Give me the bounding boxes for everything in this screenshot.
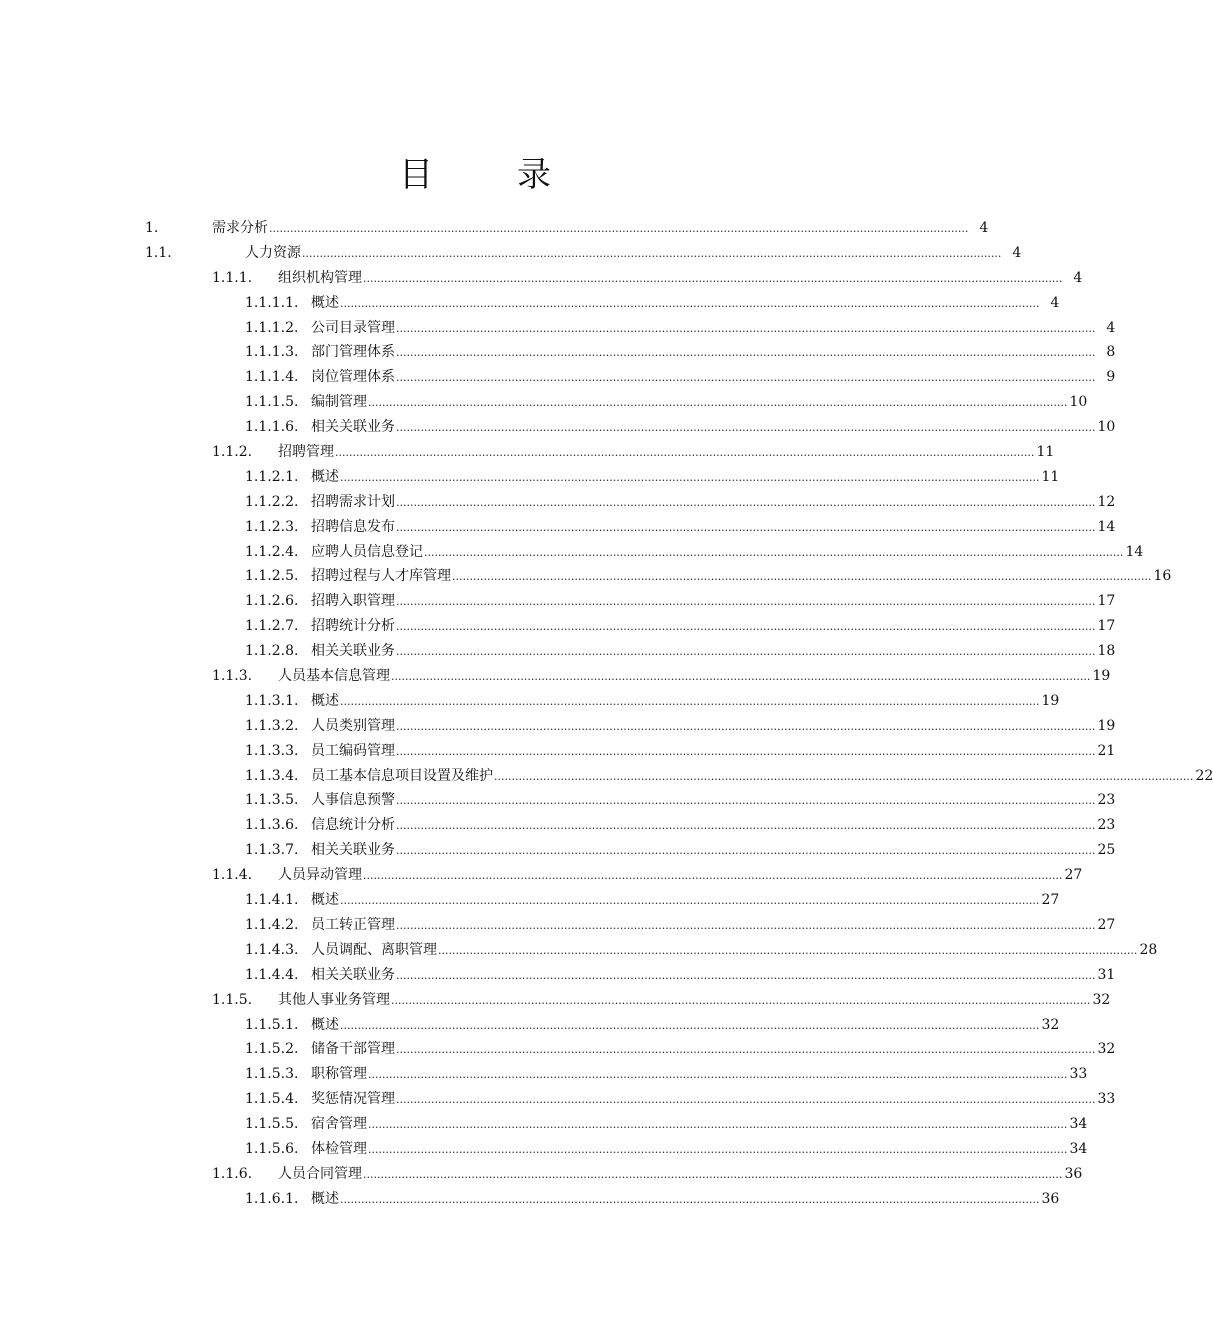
- toc-entry-number: 1.1.2.1.: [245, 468, 299, 485]
- toc-entry-number: 1.1.3.1.: [245, 692, 299, 709]
- toc-entry[interactable]: [0, 988, 1111, 1013]
- toc-entry[interactable]: [0, 515, 1116, 540]
- toc-dot-leader: ........................................................................................................................................................................................................: [368, 1068, 1068, 1082]
- toc-entry-page: 14: [1125, 543, 1144, 560]
- toc-entry-number: 1.1.4.1.: [245, 892, 299, 909]
- toc-dot-leader: ........................................................................................................................................................................................................: [396, 918, 1096, 932]
- toc-entry-title: 招聘统计分析: [311, 618, 395, 635]
- toc-entry-title: 储备干部管理: [311, 1041, 395, 1058]
- toc-entry-page: 32: [1092, 991, 1111, 1008]
- toc-entry[interactable]: [0, 714, 1116, 739]
- toc-entry-title: 编制管理: [311, 394, 367, 411]
- toc-entry-title: 人员类别管理: [311, 717, 395, 734]
- toc-entry-line: [311, 788, 1116, 814]
- toc-entry[interactable]: [0, 913, 1116, 938]
- toc-entry-line: [311, 963, 1116, 989]
- toc-entry[interactable]: [0, 689, 1060, 714]
- toc-entry-line: [311, 888, 1060, 914]
- toc-entry-line: [311, 490, 1116, 516]
- toc-entry-number: 1.1.2.4.: [245, 543, 299, 560]
- toc-entry-line: [311, 365, 1116, 391]
- toc-entry-title: 概述: [311, 692, 339, 709]
- toc-entry-title: 相关关联业务: [311, 643, 395, 660]
- toc-entry-page: 23: [1097, 792, 1116, 809]
- toc-entry-page: 21: [1097, 742, 1116, 759]
- toc-entry[interactable]: [0, 365, 1116, 390]
- toc-entry-page: 4: [1050, 294, 1060, 311]
- toc-entry[interactable]: [0, 1037, 1116, 1062]
- toc-title-char: 录: [517, 155, 551, 195]
- toc-entry-page: 23: [1097, 817, 1116, 834]
- toc-dot-leader: ........................................................................................................................................................................................................: [363, 271, 1063, 285]
- toc-entry-title: 招聘需求计划: [311, 493, 395, 510]
- toc-entry-title: 员工转正管理: [311, 916, 395, 933]
- toc-entry[interactable]: [0, 1062, 1088, 1087]
- toc-dot-leader: ........................................................................................................................................................................................................: [396, 371, 1096, 385]
- toc-entry-number: 1.1.5.1.: [245, 1016, 299, 1033]
- toc-entry-number: 1.1.2.6.: [245, 593, 299, 610]
- toc-entry-line: [278, 664, 1111, 690]
- toc-entry-number: 1.1.3.4.: [245, 767, 299, 784]
- toc-entry-line: [311, 639, 1116, 665]
- toc-dot-leader: ........................................................................................................................................................................................................: [438, 943, 1138, 957]
- toc-entry-title: 人事信息预警: [311, 792, 395, 809]
- toc-entry-page: 33: [1069, 1066, 1088, 1083]
- toc-dot-leader: ........................................................................................................................................................................................................: [396, 719, 1096, 733]
- toc-entry-page: 8: [1106, 344, 1116, 361]
- toc-entry-line: [311, 564, 1172, 590]
- toc-entry-line: [311, 913, 1116, 939]
- toc-entry[interactable]: [0, 788, 1116, 813]
- toc-entry[interactable]: [0, 664, 1111, 689]
- toc-entry[interactable]: [0, 963, 1116, 988]
- toc-entry-title: 需求分析: [212, 220, 268, 236]
- toc-entry[interactable]: [0, 589, 1116, 614]
- toc-entry-number: 1.1.3.2.: [245, 717, 299, 734]
- toc-entry-number: 1.1.2.5.: [245, 568, 299, 585]
- toc-dot-leader: ........................................................................................................................................................................................................: [368, 1142, 1068, 1156]
- toc-entry-title: 组织机构管理: [278, 269, 362, 286]
- toc-entry-title: 概述: [311, 468, 339, 485]
- toc-entry-line: [311, 739, 1116, 765]
- toc-dot-leader: ........................................................................................................................................................................................................: [340, 470, 1040, 484]
- toc-dot-leader: ........................................................................................................................................................................................................: [494, 769, 1194, 783]
- toc-entry-number: 1.1.5.2.: [245, 1041, 299, 1058]
- toc-entry-title: 人员基本信息管理: [278, 668, 390, 685]
- toc-entry-page: 32: [1097, 1041, 1116, 1058]
- toc-entry-page: 27: [1064, 867, 1083, 884]
- toc-entry-line: [311, 415, 1116, 441]
- toc-entry-line: [311, 813, 1116, 839]
- toc-entry-title: 人员调配、离职管理: [311, 941, 437, 958]
- toc-entry-page: 32: [1041, 1016, 1060, 1033]
- toc-entry-page: 4: [979, 220, 989, 236]
- toc-entry-number: 1.1.4.3.: [245, 941, 299, 958]
- toc-dot-leader: ........................................................................................................................................................................................................: [269, 222, 969, 235]
- toc-entry[interactable]: [0, 888, 1060, 913]
- toc-entry-title: 招聘信息发布: [311, 518, 395, 535]
- toc-dot-leader: ........................................................................................................................................................................................................: [396, 744, 1096, 758]
- toc-dot-leader: ........................................................................................................................................................................................................: [396, 520, 1096, 534]
- toc-dot-leader: ........................................................................................................................................................................................................: [396, 321, 1096, 335]
- toc-entry-title: 相关关联业务: [311, 842, 395, 859]
- toc-entry-number: 1.1.1.5.: [245, 394, 299, 411]
- toc-title-char: 目: [399, 155, 433, 195]
- toc-entry[interactable]: [0, 639, 1116, 664]
- toc-entry-line: [311, 340, 1116, 366]
- toc-entry-line: [311, 316, 1116, 342]
- toc-entry-page: 12: [1097, 493, 1116, 510]
- toc-entry-title: 招聘过程与人才库管理: [311, 568, 451, 585]
- toc-entry-line: [311, 1062, 1088, 1088]
- toc-dot-leader: ........................................................................................................................................................................................................: [396, 495, 1096, 509]
- toc-entry-title: 员工编码管理: [311, 742, 395, 759]
- toc-entry-number: 1.1.3.7.: [245, 842, 299, 859]
- toc-entry-line: [311, 515, 1116, 541]
- toc-entry-number: 1.1.1.3.: [245, 344, 299, 361]
- toc-entry-page: 19: [1041, 692, 1060, 709]
- toc-entry-page: 36: [1041, 1190, 1060, 1207]
- toc-entry[interactable]: [0, 938, 1158, 963]
- toc-dot-leader: ........................................................................................................................................................................................................: [396, 819, 1096, 833]
- toc-entry-number: 1.1.2.2.: [245, 493, 299, 510]
- toc-entry-line: [278, 266, 1083, 292]
- toc-entry-page: 34: [1069, 1140, 1088, 1157]
- toc-entry-title: 奖惩情况管理: [311, 1091, 395, 1108]
- toc-dot-leader: ........................................................................................................................................................................................................: [335, 446, 1035, 460]
- toc-entry-line: [311, 714, 1116, 740]
- toc-entry-title: 其他人事业务管理: [278, 991, 390, 1008]
- toc-entry-line: [311, 689, 1060, 715]
- toc-entry-title: 宿舍管理: [311, 1116, 367, 1133]
- toc-entry-page: 4: [1012, 244, 1022, 261]
- toc-entry-page: 11: [1036, 444, 1055, 461]
- toc-entry[interactable]: [0, 614, 1116, 639]
- toc-title: [0, 150, 950, 200]
- toc-dot-leader: ........................................................................................................................................................................................................: [302, 246, 1002, 260]
- toc-dot-leader: ........................................................................................................................................................................................................: [396, 620, 1096, 634]
- toc-dot-leader: ........................................................................................................................................................................................................: [396, 1043, 1096, 1057]
- toc-entry-page: 19: [1092, 668, 1111, 685]
- toc-dot-leader: ........................................................................................................................................................................................................: [396, 844, 1096, 858]
- toc-entry[interactable]: [0, 291, 1060, 316]
- toc-entry-page: 27: [1097, 916, 1116, 933]
- toc-dot-leader: ........................................................................................................................................................................................................: [396, 346, 1096, 360]
- toc-entry-number: 1.1.6.: [212, 1165, 253, 1182]
- toc-entry[interactable]: [0, 540, 1144, 565]
- toc-entry-number: 1.1.2.8.: [245, 643, 299, 660]
- toc-entry-number: 1.1.3.: [212, 668, 253, 685]
- toc-entry-line: [278, 440, 1055, 466]
- toc-entry-title: 员工基本信息项目设置及维护: [311, 767, 493, 784]
- toc-entry-number: 1.1.4.4.: [245, 966, 299, 983]
- toc-entry-title: 岗位管理体系: [311, 369, 395, 386]
- toc-dot-leader: ........................................................................................................................................................................................................: [452, 570, 1152, 584]
- toc-entry-line: [311, 291, 1060, 317]
- toc-entry-title: 信息统计分析: [311, 817, 395, 834]
- toc-entry-number: 1.1.5.: [212, 991, 253, 1008]
- toc-entry-title: 相关关联业务: [311, 966, 395, 983]
- toc-dot-leader: ........................................................................................................................................................................................................: [396, 645, 1096, 659]
- toc-entry-title: 概述: [311, 1190, 339, 1207]
- toc-entry-number: 1.1.3.3.: [245, 742, 299, 759]
- toc-entry-line: [311, 390, 1088, 416]
- toc-entry[interactable]: [0, 390, 1088, 415]
- toc-entry-line: [311, 1037, 1116, 1063]
- toc-entry-number: 1.1.: [145, 244, 172, 261]
- toc-entry-page: 22: [1195, 767, 1213, 784]
- toc-entry-page: 19: [1097, 717, 1116, 734]
- toc-entry-line: [311, 540, 1144, 566]
- toc-entry-line: [311, 1187, 1060, 1213]
- toc-entry-number: 1.1.1.: [212, 269, 253, 286]
- toc-entry-line: [278, 988, 1111, 1014]
- toc-entry-title: 概述: [311, 294, 339, 311]
- toc-dot-leader: ........................................................................................................................................................................................................: [363, 869, 1063, 883]
- toc-entry[interactable]: [0, 1137, 1088, 1162]
- toc-entry-line: [212, 216, 989, 242]
- toc-dot-leader: ........................................................................................................................................................................................................: [363, 1167, 1063, 1181]
- toc-entry[interactable]: [0, 266, 1083, 291]
- toc-entry[interactable]: [0, 1112, 1088, 1137]
- toc-entry-page: 11: [1041, 468, 1060, 485]
- toc-entry-title: 部门管理体系: [311, 344, 395, 361]
- toc-entry-page: 33: [1097, 1091, 1116, 1108]
- toc-entry-page: 27: [1041, 892, 1060, 909]
- toc-entry-page: 28: [1139, 941, 1158, 958]
- toc-entry-line: [311, 1087, 1116, 1113]
- toc-entry[interactable]: [0, 564, 1172, 589]
- toc-entry[interactable]: [0, 216, 989, 241]
- toc-entry-number: 1.1.4.2.: [245, 916, 299, 933]
- toc-entry-number: 1.1.2.7.: [245, 618, 299, 635]
- toc-entry-number: 1.1.3.5.: [245, 792, 299, 809]
- toc-dot-leader: ........................................................................................................................................................................................................: [340, 1018, 1040, 1032]
- toc-entry[interactable]: [0, 764, 1213, 789]
- toc-dot-leader: ........................................................................................................................................................................................................: [340, 1192, 1040, 1206]
- toc-entry-number: 1.1.4.: [212, 867, 253, 884]
- toc-dot-leader: ........................................................................................................................................................................................................: [391, 993, 1091, 1007]
- toc-dot-leader: ........................................................................................................................................................................................................: [396, 1093, 1096, 1107]
- toc-entry[interactable]: [0, 340, 1116, 365]
- toc-entry-line: [311, 938, 1158, 964]
- toc-entry-title: 招聘入职管理: [311, 593, 395, 610]
- toc-entry-line: [311, 589, 1116, 615]
- toc-dot-leader: ........................................................................................................................................................................................................: [396, 968, 1096, 982]
- toc-entry-title: 体检管理: [311, 1140, 367, 1157]
- toc-entry[interactable]: [0, 1162, 1083, 1187]
- toc-entry-number: 1.1.2.3.: [245, 518, 299, 535]
- toc-dot-leader: ........................................................................................................................................................................................................: [396, 595, 1096, 609]
- toc-entry-title: 职称管理: [311, 1066, 367, 1083]
- toc-entry[interactable]: [0, 316, 1116, 341]
- toc-entry-number: 1.1.1.1.: [245, 294, 299, 311]
- toc-entry-title: 相关关联业务: [311, 419, 395, 436]
- toc-entry-page: 34: [1069, 1116, 1088, 1133]
- toc-entry-page: 10: [1069, 394, 1088, 411]
- toc-entry-number: 1.1.1.4.: [245, 369, 299, 386]
- toc-entry-page: 9: [1106, 369, 1116, 386]
- toc-entry-line: [311, 614, 1116, 640]
- toc-entry[interactable]: [0, 415, 1116, 440]
- toc-entry-number: 1.1.5.4.: [245, 1091, 299, 1108]
- toc-entry-page: 14: [1097, 518, 1116, 535]
- toc-dot-leader: ........................................................................................................................................................................................................: [391, 670, 1091, 684]
- toc-entry-page: 36: [1064, 1165, 1083, 1182]
- toc-entry[interactable]: [0, 1013, 1060, 1038]
- toc-entry-page: 17: [1097, 618, 1116, 635]
- toc-entry[interactable]: [0, 241, 1022, 266]
- toc-entry-title: 人员异动管理: [278, 867, 362, 884]
- toc-entry-number: 1.1.5.5.: [245, 1116, 299, 1133]
- toc-dot-leader: ........................................................................................................................................................................................................: [340, 694, 1040, 708]
- toc-entry-number: 1.1.1.2.: [245, 319, 299, 336]
- toc-entry-line: [311, 838, 1116, 864]
- toc-dot-leader: ........................................................................................................................................................................................................: [368, 396, 1068, 410]
- toc-entry[interactable]: [0, 863, 1083, 888]
- toc-entry-title: 概述: [311, 1016, 339, 1033]
- toc-dot-leader: ........................................................................................................................................................................................................: [340, 296, 1040, 310]
- toc-dot-leader: ........................................................................................................................................................................................................: [396, 421, 1096, 435]
- toc-entry-line: [311, 1013, 1060, 1039]
- toc-entry-page: 18: [1097, 643, 1116, 660]
- toc-entry[interactable]: [0, 813, 1116, 838]
- toc-entry-page: 4: [1073, 269, 1083, 286]
- toc-entry-title: 人员合同管理: [278, 1165, 362, 1182]
- toc-entry[interactable]: [0, 465, 1060, 490]
- toc-entry-line: [311, 764, 1213, 790]
- toc-entry-title: 招聘管理: [278, 444, 334, 461]
- toc-dot-leader: ........................................................................................................................................................................................................: [340, 894, 1040, 908]
- toc-entry-number: 1.1.1.6.: [245, 419, 299, 436]
- toc-entry-number: 1.1.3.6.: [245, 817, 299, 834]
- toc-entry[interactable]: [0, 1187, 1060, 1212]
- toc-entry-line: [311, 465, 1060, 491]
- toc-entry-number: 1.1.6.1.: [245, 1190, 299, 1207]
- toc-entry-number: 1.1.2.: [212, 444, 253, 461]
- toc-entry-number: 1.1.5.3.: [245, 1066, 299, 1083]
- toc-dot-leader: ........................................................................................................................................................................................................: [368, 1118, 1068, 1132]
- toc-entry-line: [311, 1137, 1088, 1163]
- toc-entry-title: 概述: [311, 892, 339, 909]
- toc-entry-line: [278, 1162, 1083, 1188]
- toc-entry-number: 1.1.5.6.: [245, 1140, 299, 1157]
- toc-entry-page: 4: [1106, 319, 1116, 336]
- toc-dot-leader: ........................................................................................................................................................................................................: [396, 794, 1096, 808]
- toc-entry-title: 人力资源: [245, 244, 301, 261]
- toc-entry-page: 25: [1097, 842, 1116, 859]
- table-of-contents: [0, 216, 1213, 1212]
- toc-entry-title: 公司目录管理: [311, 319, 395, 336]
- toc-entry[interactable]: [0, 440, 1055, 465]
- toc-entry-title: 应聘人员信息登记: [311, 543, 423, 560]
- toc-entry-page: 10: [1097, 419, 1116, 436]
- toc-entry[interactable]: [0, 1087, 1116, 1112]
- toc-entry[interactable]: [0, 739, 1116, 764]
- toc-entry-number: 1.: [145, 220, 159, 236]
- toc-dot-leader: ........................................................................................................................................................................................................: [424, 545, 1124, 559]
- toc-entry-line: [278, 863, 1083, 889]
- toc-entry[interactable]: [0, 490, 1116, 515]
- toc-entry-page: 17: [1097, 593, 1116, 610]
- toc-entry-page: 16: [1153, 568, 1172, 585]
- toc-entry[interactable]: [0, 838, 1116, 863]
- toc-entry-line: [245, 241, 1022, 267]
- toc-entry-line: [311, 1112, 1088, 1138]
- toc-entry-page: 31: [1097, 966, 1116, 983]
